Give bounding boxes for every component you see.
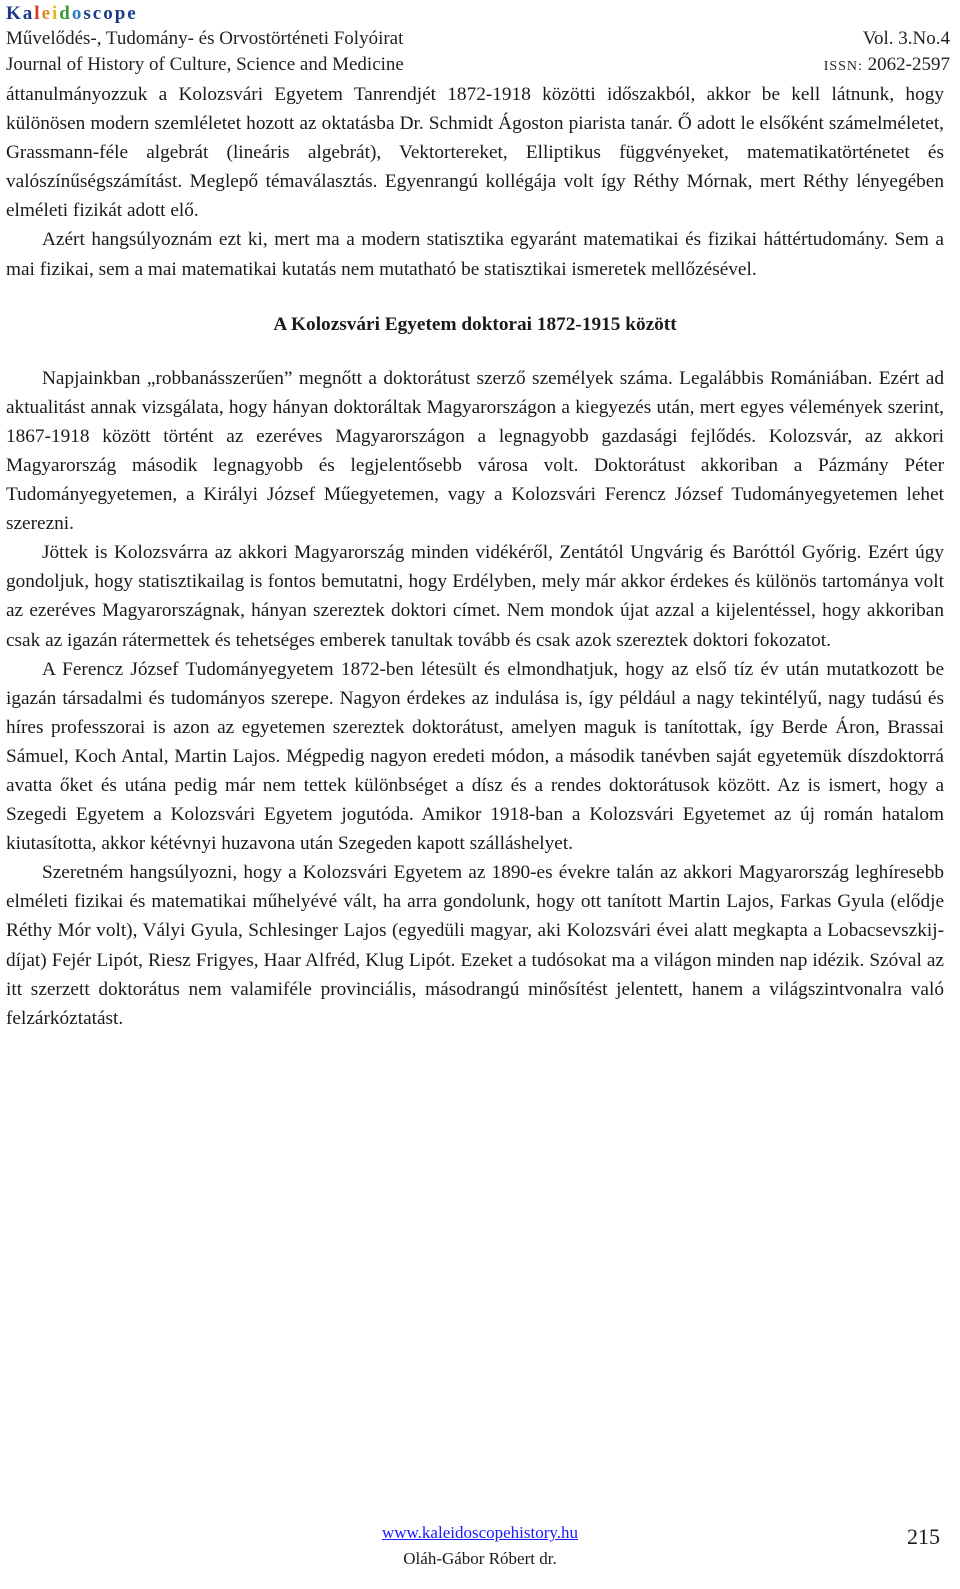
- logo-letter: s: [83, 3, 93, 24]
- issn-label: ISSN:: [823, 59, 863, 74]
- logo-letter: p: [114, 3, 128, 24]
- header-row-1: [6, 26, 950, 52]
- logo-letter: K: [6, 3, 23, 24]
- paragraph: Jöttek is Kolozsvárra az akkori Magyarország minden vidékéről, Zentától Ungvárig és Baróttól Győrig. Ezért úgy gondoljuk, hogy statisztikailag is fontos bemutatni, hogy Erdélyben, mely már akkor érdekes és különös tartománya volt az ezeréves Magyarországnak, hányan szereztek doktori címet. Nem mondok újat azzal a kijelentéssel, hogy akkoriban csak az igazán rátermettek és tehetséges emberek tanultak tovább és csak azok szereztek doktori fokozatot.: [6, 542, 944, 651]
- logo-letter: l: [34, 3, 42, 24]
- logo-letter: c: [92, 3, 104, 24]
- paragraph: áttanulmányozzuk a Kolozsvári Egyetem Tanrendjét 1872-1918 közötti időszakból, akkor be kell látnunk, hogy különösen modern szemléletet hozott az oktatásba Dr. Schmidt Ágoston piarista tanár. Ő adott le elsőként számelméletet, Grassmann-féle algebrát (lineáris algebrát), Vektortereket, Elliptikus függvényeket, matematikatörténetet és valószínűségszámítást. Meglepő témaválasztás. Egyenrangú kollégája volt így Réthy Mórnak, mert Réthy lényegében elméleti fizikát adott elő.: [6, 84, 944, 222]
- page-number: 215: [907, 1524, 940, 1549]
- logo-letter: a: [22, 3, 35, 24]
- journal-header: [6, 2, 950, 80]
- journal-logo: [6, 2, 950, 26]
- paragraph: Napjainkban „robbanásszerűen” megnőtt a doktorátust szerző személyek száma. Legalábbis Romániában. Ezért ad aktualitást annak vizsgálata, hogy hányan doktoráltak Magyarországon a kiegyezés után, mert egyes vélemények szerint, 1867-1918 között történt az ezeréves Magyarországon a legnagyobb gazdasági fejlődés. Kolozsvár, az akkori Magyarország második legnagyobb és legjelentősebb városa volt. Doktorátust akkoriban a Pázmány Péter Tudományegyetemen, a Királyi József Műegyetemen, vagy a Kolozsvári Ferencz József Tudományegyetemen lehet szerezni.: [6, 367, 944, 535]
- issn-value: 2062-2597: [867, 54, 950, 75]
- paragraph: Szeretném hangsúlyozni, hogy a Kolozsvári Egyetem az 1890-es évekre talán az akkori Magyarország leghíresebb elméleti fizikai és matematikai műhelyévé vált, ha arra gondolunk, hogy ott tanított Martin Lajos, Farkas Gyula (elődje Réthy Mór volt), Vályi Gyula, Schlesinger Lajos (egyedüli magyar, aki Kolozsvári évei alatt megkapta a Lobacsevszkij-díjat) Fejér Lipót, Riesz Frigyes, Haar Alfréd, Klug Lipót. Ezeket a tudósokat ma a világon minden nap idézik. Szóval az itt szerzett doktorátus nem valamiféle provinciális, másodrangú minősítést jelentett, hanem a világszintvonalra való felzárkóztatást.: [6, 862, 944, 1029]
- journal-subtitle-hungarian: Művelődés-, Tudomány- és Orvostörténeti Folyóirat: [6, 28, 404, 49]
- logo-letter: e: [127, 3, 138, 24]
- article-body: [6, 80, 944, 1033]
- section-heading: A Kolozsvári Egyetem doktorai 1872-1915 között: [273, 313, 677, 335]
- paragraph: A Ferencz József Tudományegyetem 1872-ben létesült és elmondhatjuk, hogy az első tíz év után mutatkozott be igazán társadalmi és tudományos szerepe. Nagyon érdekes az indulása is, így például a nagy tekintélyű, nagy tudású és híres professzorai is azon az egyetemen szereztek doktorátust, amelyen maguk is tanítottak, így Berde Áron, Brassai Sámuel, Koch Antal, Martin Lajos. Mégpedig nagyon eredeti módon, a második tanévben saját egyetemük díszdoktorrá avatta őket és utána pedig már nem tettek különbséget a dísz és a rendes doktorátusok között. Az is ismert, hogy a Szegedi Egyetem a Kolozsvári Egyetem jogutóda. Amikor 1918-ban a Kolozsvári Egyetemet az új román hatalom kiutasította, akkor kétévnyi huzavona után Szegeden kapott szálláshelyet.: [6, 658, 944, 855]
- logo-letter: e: [41, 3, 52, 24]
- logo-letter: o: [103, 3, 115, 24]
- logo-letter: o: [71, 3, 84, 24]
- journal-subtitle-english: Journal of History of Culture, Science and Medicine: [6, 54, 404, 75]
- author-name: Oláh-Gábor Róbert dr.: [403, 1549, 557, 1568]
- issn: [824, 52, 950, 80]
- website-link[interactable]: www.kaleidoscopehistory.hu: [381, 1523, 579, 1542]
- logo-letter: i: [52, 3, 60, 24]
- paragraph: Azért hangsúlyoznám ezt ki, mert ma a modern statisztika egyaránt matematikai és fizikai háttértudomány. Sem a mai fizikai, sem a mai matematikai kutatás nem mutatható be statisztikai ismeretek mellőzésével.: [6, 229, 944, 280]
- page-footer: [0, 1520, 960, 1580]
- logo-letter: d: [59, 3, 72, 24]
- header-row-2: [6, 52, 950, 80]
- volume-number: Vol. 3.No.4: [862, 28, 950, 49]
